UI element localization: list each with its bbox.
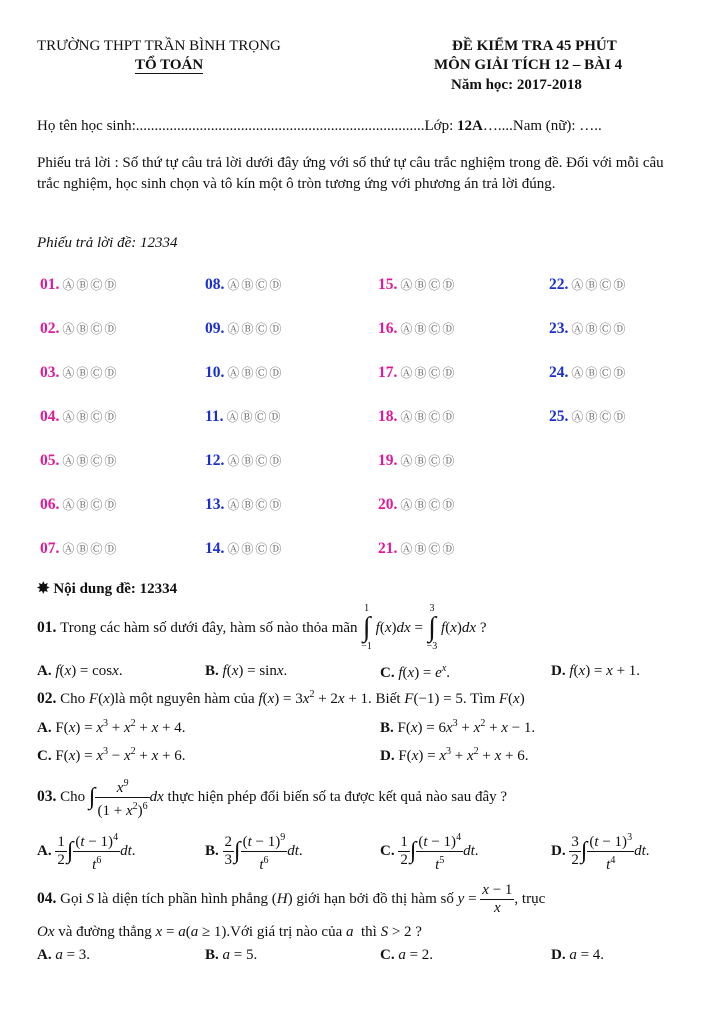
answer-bubbles[interactable]: ⒶⒷⒸⒹ <box>62 322 119 336</box>
answer-row <box>549 364 627 382</box>
answer-row-number: 20. <box>378 496 398 513</box>
answer-row <box>378 452 456 470</box>
question-4-line-2: Ox và đường thẳng x = a(a ≥ 1).Với giá trị nào của a thì S > 2 ? <box>37 924 422 940</box>
answer-row <box>378 364 456 382</box>
question-4-option-c[interactable]: C. a = 2. <box>380 947 434 963</box>
class-dots: ….... <box>482 118 513 134</box>
question-3: 03. Cho ∫ $\frac{x^9}{(1 + x^2)^6}$ dx thực hiện phép đổi biến số ta được kết quả nào sau đây ? <box>37 773 507 821</box>
question-2-option-a[interactable]: A. $F(x) = x^3 + x^2 + x + 4$. <box>37 718 186 736</box>
question-1-option-a[interactable]: A. f(x) = cosx. <box>37 663 123 679</box>
answer-row <box>40 540 118 558</box>
answer-row-number: 09. <box>205 320 225 337</box>
answer-row-number: 11. <box>205 408 224 425</box>
student-name-label: Họ tên học sinh:............................................................................. <box>37 118 425 134</box>
answer-row <box>40 452 118 470</box>
answer-row <box>205 276 283 294</box>
answer-row <box>205 320 283 338</box>
answer-row-number: 24. <box>549 364 569 381</box>
answer-row <box>40 364 118 382</box>
answer-bubbles[interactable]: ⒶⒷⒸⒹ <box>400 322 457 336</box>
question-4-option-a[interactable]: A. a = 3. <box>37 947 91 963</box>
answer-bubbles[interactable]: ⒶⒷⒸⒹ <box>571 410 628 424</box>
answer-row <box>205 452 283 470</box>
answer-bubbles[interactable]: ⒶⒷⒸⒹ <box>227 542 284 556</box>
answer-row-number: 02. <box>40 320 60 337</box>
answer-row-number: 04. <box>40 408 60 425</box>
answer-bubbles[interactable]: ⒶⒷⒸⒹ <box>227 366 284 380</box>
question-3-option-b[interactable]: B. $\frac{2}{3}$ ∫ $\frac{(t - 1)^9}{t^6}$ dt . <box>205 828 303 874</box>
exam-title: ĐỀ KIỂM TRA 45 PHÚT <box>452 38 617 54</box>
department-name: TỔ TOÁN <box>135 57 204 73</box>
answer-row <box>549 320 627 338</box>
answer-bubbles[interactable]: ⒶⒷⒸⒹ <box>400 410 457 424</box>
answer-row <box>40 408 118 426</box>
answer-row <box>205 540 283 558</box>
student-info-line <box>37 118 602 135</box>
answer-bubbles[interactable]: ⒶⒷⒸⒹ <box>227 322 284 336</box>
answer-bubbles[interactable]: ⒶⒷⒸⒹ <box>62 454 119 468</box>
answer-bubbles[interactable]: ⒶⒷⒸⒹ <box>62 498 119 512</box>
answer-row <box>378 496 456 514</box>
question-4: 04. Gọi S là diện tích phần hình phẳng ( H ) giới hạn bởi đồ thị hàm số y = $\frac{x - 1}{x}$ , trục <box>37 881 546 916</box>
answer-bubbles[interactable]: ⒶⒷⒸⒹ <box>62 542 119 556</box>
question-4-option-b[interactable]: B. a = 5. <box>205 947 258 963</box>
answer-row <box>549 408 627 426</box>
question-2-number: 02. <box>37 690 57 707</box>
answer-row-number: 17. <box>378 364 398 381</box>
question-2-option-c[interactable]: C. $F(x) = x^3 - x^2 + x + 6$. <box>37 746 186 764</box>
answer-bubbles[interactable]: ⒶⒷⒸⒹ <box>227 498 284 512</box>
school-name: TRƯỜNG THPT TRẦN BÌNH TRỌNG <box>37 38 281 54</box>
question-1 <box>37 600 486 656</box>
answer-bubbles[interactable]: ⒶⒷⒸⒹ <box>62 410 119 424</box>
answer-row-number: 01. <box>40 276 60 293</box>
answer-row-number: 12. <box>205 452 225 469</box>
instructions: Phiếu trả lời : Số thứ tự câu trả lời dưới đây ứng với số thứ tự câu trắc nghiệm trong đề. Đối với mỗi câu trắc nghiệm, học sinh chọn và tô kín một ô tròn tương ứng với phương án trả lời đúng. <box>37 155 664 192</box>
answer-row <box>40 320 118 338</box>
answer-bubbles[interactable]: ⒶⒷⒸⒹ <box>571 366 628 380</box>
answer-row-number: 18. <box>378 408 398 425</box>
answer-bubbles[interactable]: ⒶⒷⒸⒹ <box>400 278 457 292</box>
answer-row-number: 03. <box>40 364 60 381</box>
answer-row-number: 22. <box>549 276 569 293</box>
question-3-option-a[interactable]: A. $\frac{1}{2}$ ∫ $\frac{(t - 1)^4}{t^6}$ dt . <box>37 828 135 874</box>
class-value: 12A <box>457 118 483 134</box>
answer-row-number: 15. <box>378 276 398 293</box>
answer-bubbles[interactable]: ⒶⒷⒸⒹ <box>571 322 628 336</box>
star-icon: ✸ <box>37 581 50 597</box>
answer-row-number: 13. <box>205 496 225 513</box>
question-1-option-d[interactable]: D. f(x) = x + 1. <box>551 663 641 679</box>
question-1-text: Trong các hàm số dưới đây, hàm số nào thỏa mãn <box>60 619 358 636</box>
answer-row-number: 08. <box>205 276 225 293</box>
answer-row <box>378 320 456 338</box>
question-3-text: thực hiện phép đổi biến số ta được kết quả nào sau đây ? <box>167 788 508 805</box>
answer-row <box>40 276 118 294</box>
exam-subject: MÔN GIẢI TÍCH 12 – BÀI 4 <box>434 57 623 73</box>
question-1-formula: 1 ∫ −1 f ( x ) dx = 3 ∫ −3 f ( x ) dx ? <box>361 603 487 652</box>
answer-sheet-title: Phiếu trả lời đề: 12334 <box>37 235 178 251</box>
question-3-option-c[interactable]: C. $\frac{1}{2}$ ∫ $\frac{(t - 1)^4}{t^5}$ dt . <box>380 828 478 874</box>
question-3-option-d[interactable]: D. $\frac{3}{2}$ ∫ $\frac{(t - 1)^3}{t^4}$ dt . <box>551 828 649 874</box>
answer-row <box>378 276 456 294</box>
content-heading-text: Nội dung đề: 12334 <box>53 581 178 597</box>
answer-row-number: 25. <box>549 408 569 425</box>
answer-row-number: 19. <box>378 452 398 469</box>
answer-bubbles[interactable]: ⒶⒷⒸⒹ <box>400 366 457 380</box>
answer-bubbles[interactable]: ⒶⒷⒸⒹ <box>62 366 119 380</box>
class-label: Lớp: <box>424 118 458 134</box>
question-1-option-b[interactable]: B. f(x) = sinx. <box>205 663 288 679</box>
answer-row <box>205 408 283 426</box>
question-4-option-d[interactable]: D. a = 4. <box>551 947 605 963</box>
content-heading <box>37 579 177 598</box>
answer-bubbles[interactable]: ⒶⒷⒸⒹ <box>400 542 457 556</box>
question-2-option-b[interactable]: B. $F(x) = 6x^3 + x^2 + x - 1$. <box>380 718 536 736</box>
gender-label: Nam (nữ): ….. <box>512 118 602 134</box>
question-4-number: 04. <box>37 890 57 907</box>
question-2: 02. Cho F(x)là một nguyên hàm của $f(x) = 3x^2 + 2x + 1$. Biết F(−1) = 5. Tìm F(x) <box>37 689 525 707</box>
answer-row <box>549 276 627 294</box>
school-year: Năm học: 2017-2018 <box>451 77 582 93</box>
answer-row-number: 07. <box>40 540 60 557</box>
answer-row-number: 05. <box>40 452 60 469</box>
answer-row <box>40 496 118 514</box>
answer-row-number: 14. <box>205 540 225 557</box>
answer-row-number: 16. <box>378 320 398 337</box>
question-1-number: 01. <box>37 619 57 636</box>
answer-bubbles[interactable]: ⒶⒷⒸⒹ <box>227 278 284 292</box>
answer-bubbles[interactable]: ⒶⒷⒸⒹ <box>227 454 284 468</box>
question-3-number: 03. <box>37 788 57 805</box>
answer-row <box>378 408 456 426</box>
answer-bubbles[interactable]: ⒶⒷⒸⒹ <box>400 454 457 468</box>
answer-bubbles[interactable]: ⒶⒷⒸⒹ <box>62 278 119 292</box>
answer-bubbles[interactable]: ⒶⒷⒸⒹ <box>226 410 283 424</box>
answer-row-number: 21. <box>378 540 398 557</box>
answer-row <box>205 496 283 514</box>
answer-bubbles[interactable]: ⒶⒷⒸⒹ <box>571 278 628 292</box>
answer-row-number: 06. <box>40 496 60 513</box>
answer-row <box>378 540 456 558</box>
question-2-option-d[interactable]: D. $F(x) = x^3 + x^2 + x + 6$. <box>380 746 529 764</box>
answer-bubbles[interactable]: ⒶⒷⒸⒹ <box>400 498 457 512</box>
answer-row-number: 23. <box>549 320 569 337</box>
answer-row <box>205 364 283 382</box>
question-1-option-c[interactable]: C. $f(x) = e^x$. <box>380 663 451 681</box>
answer-row-number: 10. <box>205 364 225 381</box>
